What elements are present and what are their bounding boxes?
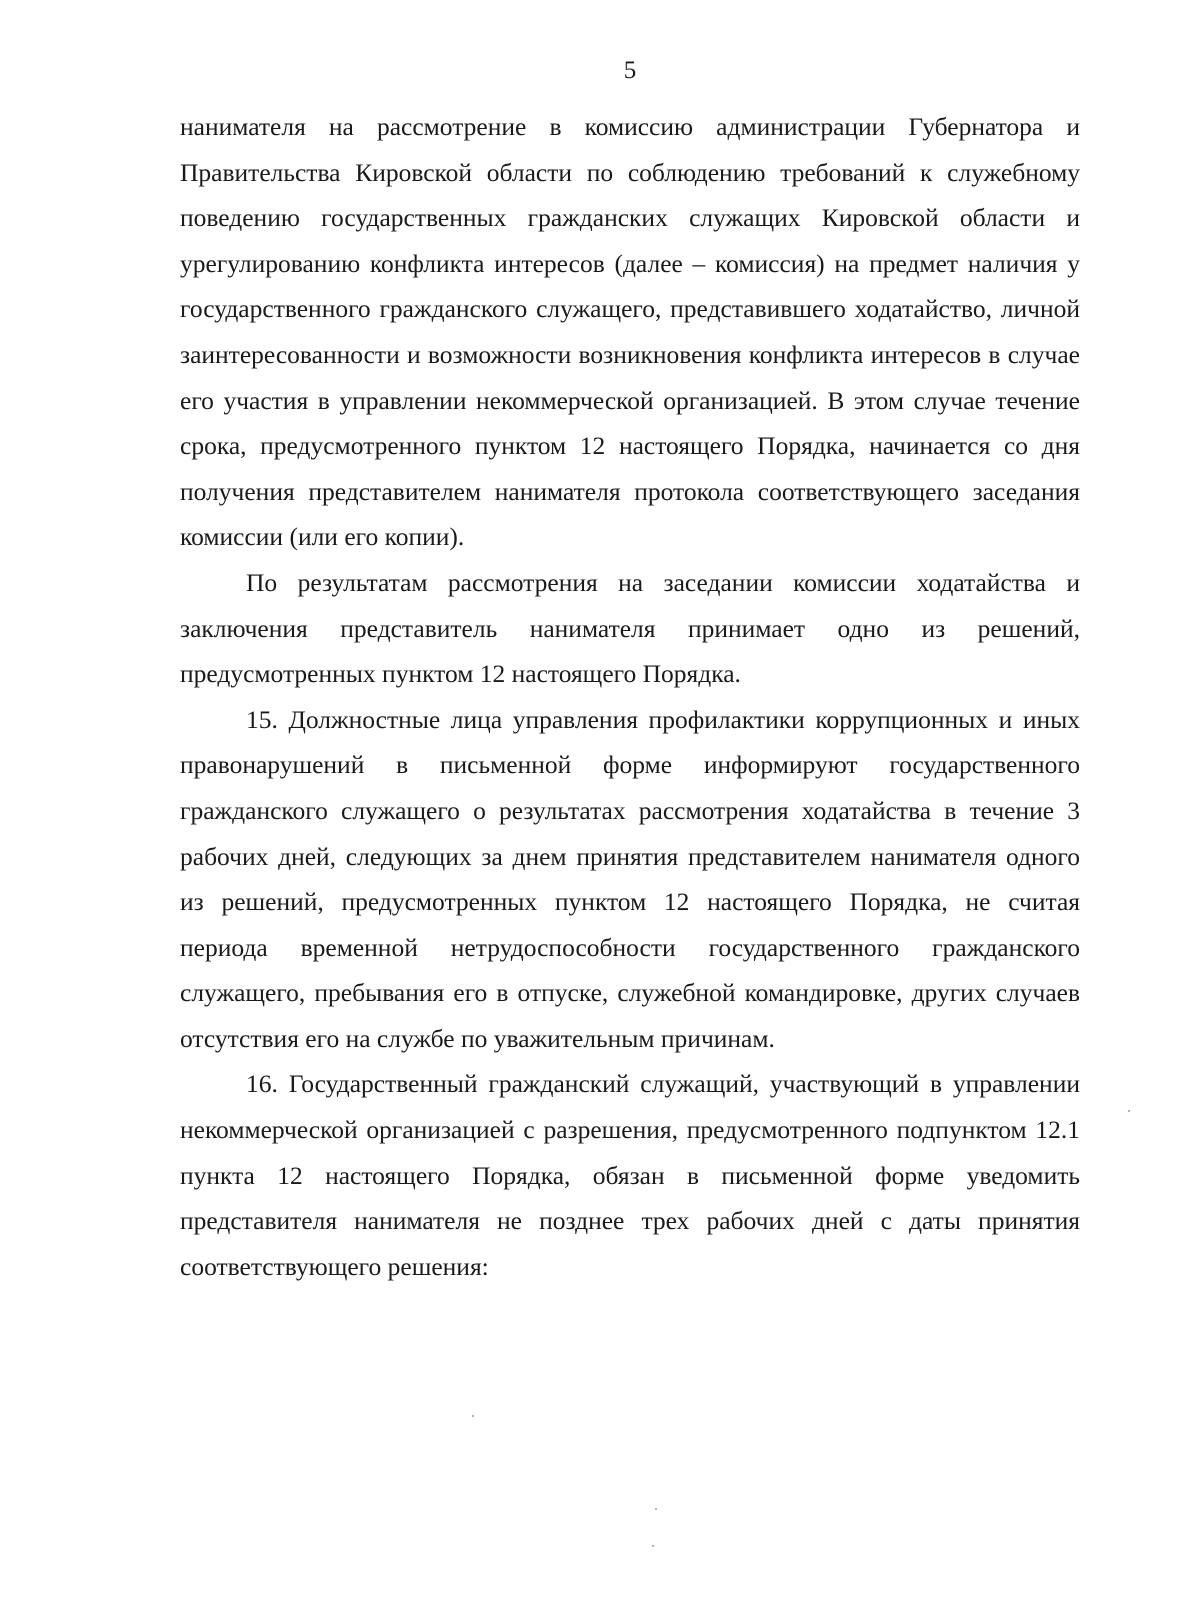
document-body <box>180 104 1080 1289</box>
paragraph-commission-results: По результатам рассмотрения на заседании комиссии ходатайства и заключения представитель нанимателя принимает одно из решений, предусмотренных пунктом 12 настоящего Порядка. <box>180 567 1080 689</box>
page-number: 5 <box>623 57 637 84</box>
scan-speck <box>655 1508 657 1510</box>
paragraph-continuation: нанимателя на рассмотрение в комиссию администрации Губернатора и Правительства Кировской области по соблюдению требований к служебному поведению государственных гражданских служащих Кировской области и урегулированию конфликта интересов (далее – комиссия) на предмет наличия у государственного гражданского служащего, представившего ходатайство, личной заинтересованности и возможности возникновения конфликта интересов в случае его участия в управлении некоммерческой организацией. В этом случае течение срока, предусмотренного пунктом 12 настоящего Порядка, начинается со дня получения представителем нанимателя протокола соответствующего заседания комиссии (или его копии). <box>180 112 1080 552</box>
scan-speck <box>1128 1110 1130 1112</box>
scan-speck <box>472 1415 474 1417</box>
scan-speck <box>652 1545 654 1547</box>
paragraph-item-15: 15. Должностные лица управления профилактики коррупционных и иных правонарушений в письменной форме информируют государственного гражданского служащего о результатах рассмотрения ходатайства в течение 3 рабочих дней, следующих за днем принятия представителем нанимателя одного из решений, предусмотренных пунктом 12 настоящего Порядка, не считая периода временной нетрудоспособности государственного гражданского служащего, пребывания его в отпуске, служебной командировке, других случаев отсутствия его на службе по уважительным причинам. <box>180 704 1080 1053</box>
paragraph-item-16: 16. Государственный гражданский служащий, участвующий в управлении некоммерческой организацией с разрешения, предусмотренного подпунктом 12.1 пункта 12 настоящего Порядка, обязан в письменной форме уведомить представителя нанимателя не позднее трех рабочих дней с даты принятия соответствующего решения: <box>180 1069 1080 1281</box>
